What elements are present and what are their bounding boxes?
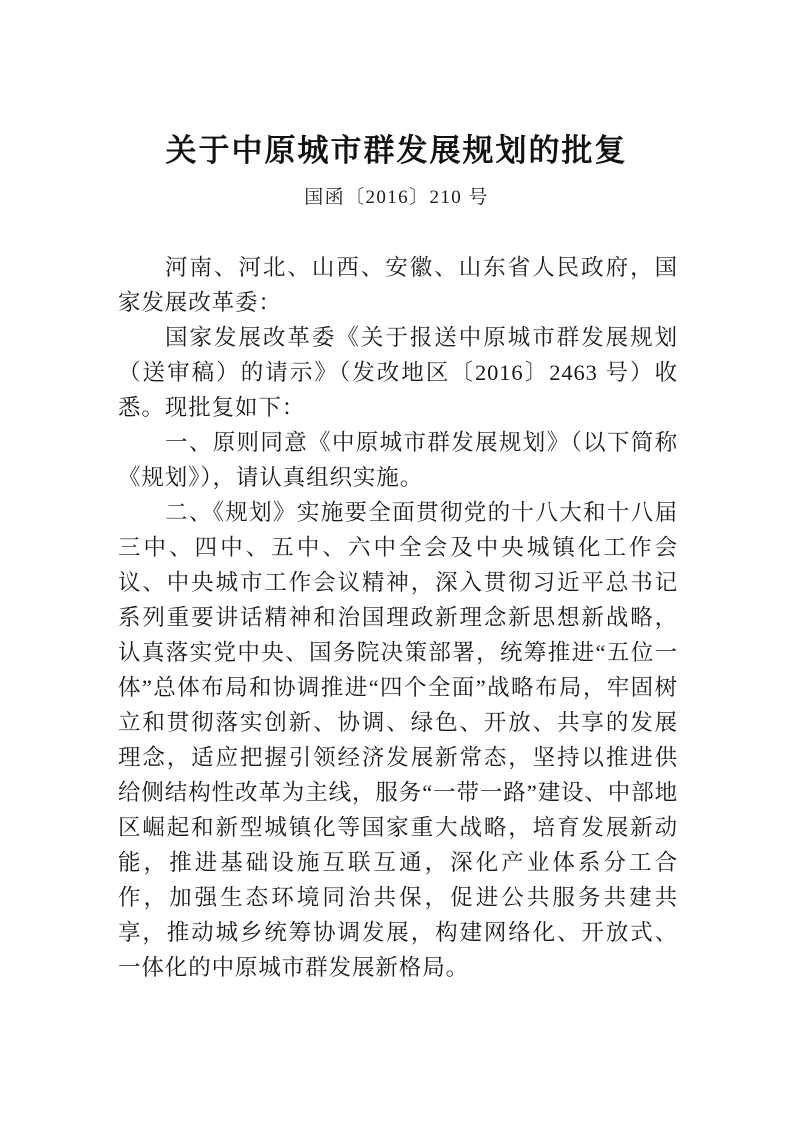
paragraph-article-two: 二、《规划》实施要全面贯彻党的十八大和十八届三中、四中、五中、六中全会及中央城镇化工作会议、中央城市工作会议精神，深入贯彻习近平总书记系列重要讲话精神和治国理政新理念新思想新战略，认真落实党中央、国务院决策部署，统筹推进“五位一体”总体布局和协调推进“四个全面”战略布局，牢固树立和贯彻落实创新、协调、绿色、开放、共享的发展理念，适应把握引领经济发展新常态，坚持以推进供给侧结构性改革为主线，服务“一带一路”建设、中部地区崛起和新型城镇化等国家重大战略，培育发展新动能，推进基础设施互联互通，深化产业体系分工合作，加强生态环境同治共保，促进公共服务共建共享，推动城乡统筹协调发展，构建网络化、开放式、一体化的中原城市群发展新格局。 <box>118 500 678 980</box>
document-body <box>118 250 678 985</box>
paragraph-article-one: 一、原则同意《中原城市群发展规划》（以下简称《规划》），请认真组织实施。 <box>118 430 678 490</box>
paragraph-preamble: 国家发展改革委《关于报送中原城市群发展规划（送审稿）的请示》（发改地区〔2016〕2463 号）收悉。现批复如下： <box>118 325 678 420</box>
paragraph-addressee: 河南、河北、山西、安徽、山东省人民政府，国家发展改革委： <box>118 255 678 315</box>
page-title: 关于中原城市群发展规划的批复 <box>165 133 628 169</box>
document-number: 国函〔2016〕210 号 <box>304 187 489 208</box>
